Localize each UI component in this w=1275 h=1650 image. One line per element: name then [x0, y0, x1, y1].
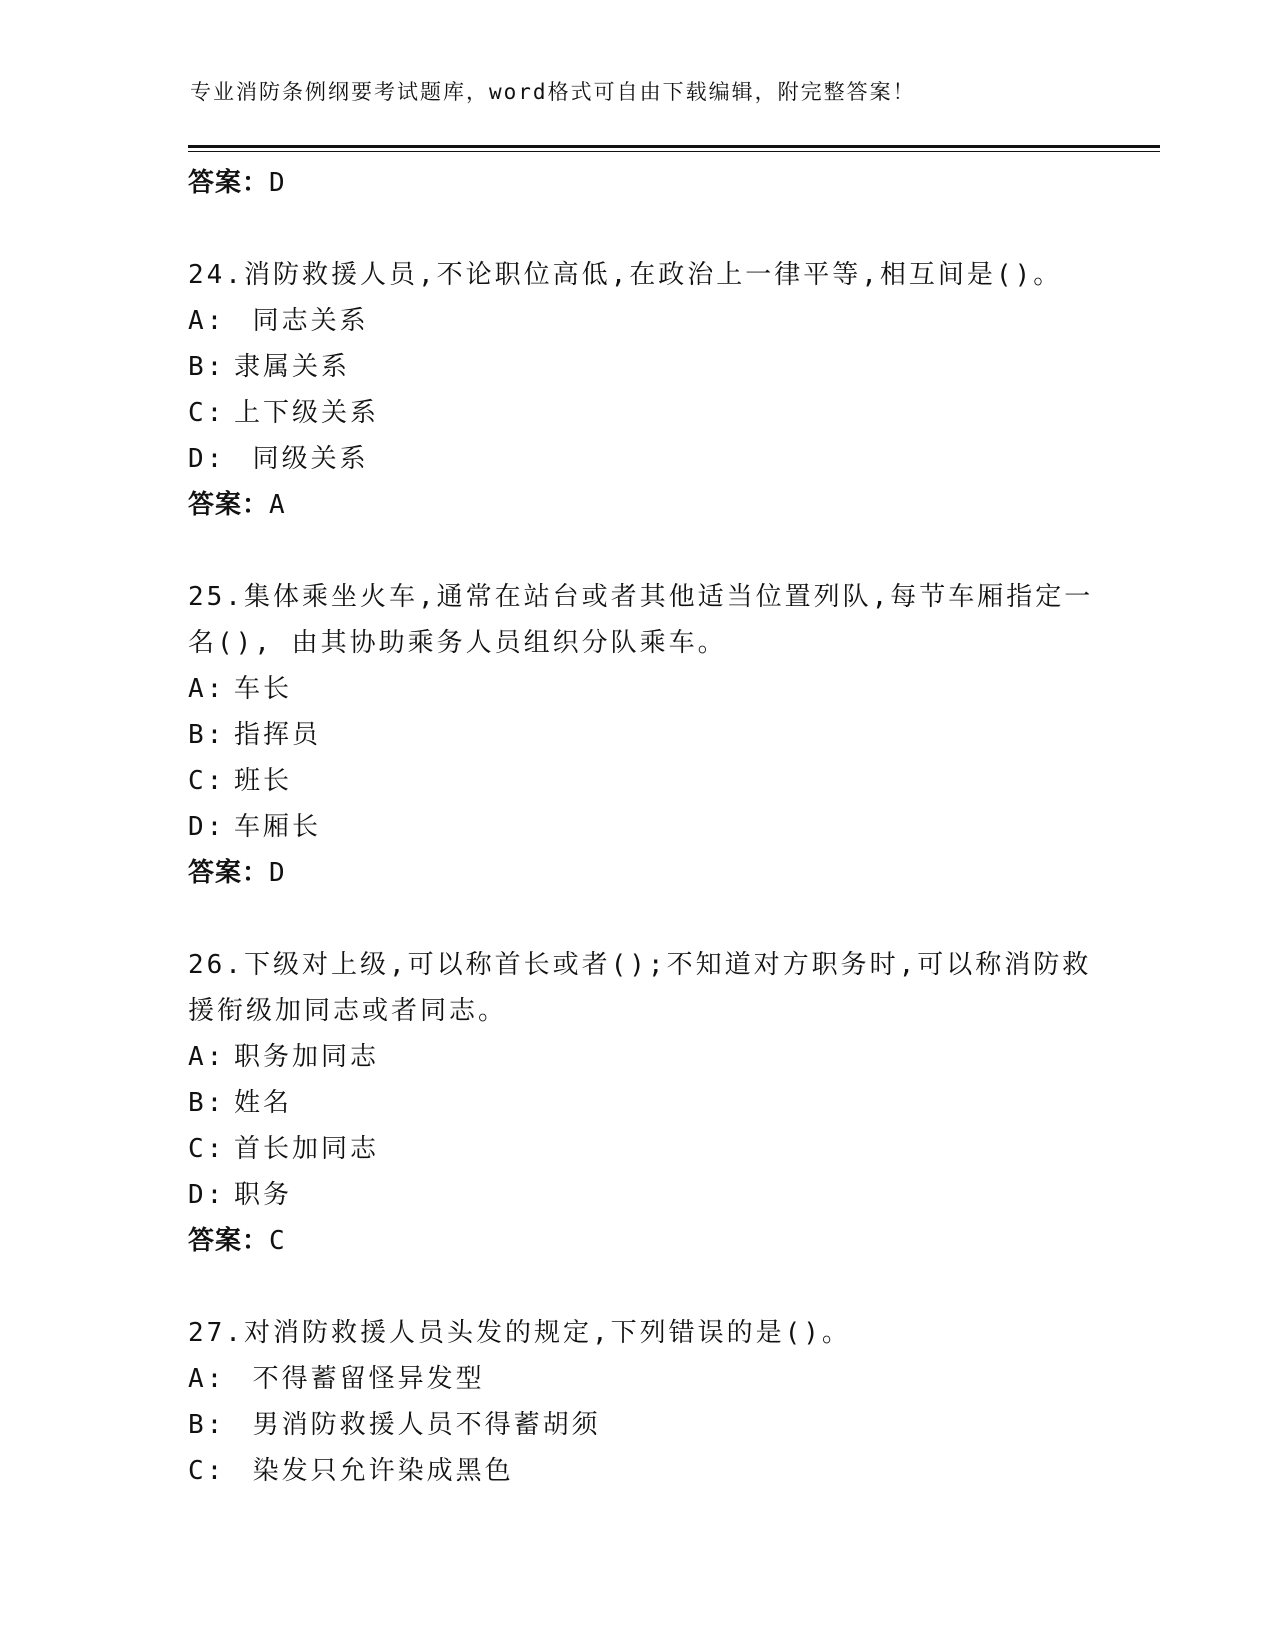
answer-value: C — [269, 1226, 286, 1256]
option-letter: D: — [188, 812, 226, 842]
header-rule-thin — [188, 151, 1160, 152]
option-letter: B: — [188, 1410, 226, 1440]
option-text: 上下级关系 — [234, 398, 380, 428]
spacer — [188, 528, 1088, 574]
option-b — [188, 1402, 1088, 1448]
option-text: 不得蓄留怪异发型 — [234, 1364, 485, 1394]
option-letter: A: — [188, 1042, 226, 1072]
option-d — [188, 804, 1088, 850]
option-d — [188, 1172, 1088, 1218]
question-block — [188, 574, 1094, 896]
option-letter: B: — [188, 720, 226, 750]
option-text: 首长加同志 — [234, 1134, 380, 1164]
answer-label: 答案： — [188, 858, 270, 888]
answer-line — [188, 850, 1088, 896]
option-letter: D: — [188, 1180, 226, 1210]
page-header-text: 专业消防条例纲要考试题库，word格式可自由下载编辑，附完整答案！ — [190, 80, 916, 104]
option-text: 姓名 — [234, 1088, 293, 1118]
option-letter: C: — [188, 1456, 226, 1486]
option-text: 同级关系 — [234, 444, 369, 474]
answer-line — [188, 160, 1088, 206]
question-block — [188, 942, 1092, 1264]
option-letter: A: — [188, 1364, 226, 1394]
option-text: 指挥员 — [234, 720, 322, 750]
option-text: 同志关系 — [234, 306, 369, 336]
option-letter: B: — [188, 352, 226, 382]
question-stem-continued: 名(), 由其协助乘务人员组织分队乘车。 — [188, 628, 727, 658]
option-c — [188, 758, 1088, 804]
option-text: 车长 — [234, 674, 293, 704]
question-stem: 26.下级对上级,可以称首长或者();不知道对方职务时,可以称消防救 — [188, 950, 1092, 980]
option-b — [188, 712, 1088, 758]
option-text: 职务 — [234, 1180, 293, 1210]
option-a — [188, 1034, 1088, 1080]
option-letter: C: — [188, 1134, 226, 1164]
answer-label: 答案： — [188, 168, 270, 198]
question-block — [188, 1310, 1088, 1494]
answer-value: A — [269, 490, 286, 520]
option-letter: A: — [188, 306, 226, 336]
option-a — [188, 298, 1088, 344]
option-b — [188, 1080, 1088, 1126]
option-text: 男消防救援人员不得蓄胡须 — [234, 1410, 601, 1440]
answer-value: D — [269, 168, 286, 198]
option-a — [188, 666, 1088, 712]
option-letter: D: — [188, 444, 226, 474]
option-text: 隶属关系 — [234, 352, 351, 382]
answer-value: D — [269, 858, 286, 888]
answer-label: 答案： — [188, 490, 270, 520]
option-letter: B: — [188, 1088, 226, 1118]
answer-line — [188, 1218, 1088, 1264]
option-text: 染发只允许染成黑色 — [234, 1456, 514, 1486]
option-text: 职务加同志 — [234, 1042, 380, 1072]
option-letter: A: — [188, 674, 226, 704]
question-stem: 27.对消防救援人员头发的规定,下列错误的是()。 — [188, 1318, 851, 1348]
option-c — [188, 1448, 1088, 1494]
spacer — [188, 1264, 1088, 1310]
document-body — [188, 160, 1094, 1494]
answer-label: 答案： — [188, 1226, 270, 1256]
question-stem: 24.消防救援人员,不论职位高低,在政治上一律平等,相互间是()。 — [188, 260, 1063, 290]
option-b — [188, 344, 1088, 390]
option-text: 班长 — [234, 766, 293, 796]
answer-line — [188, 482, 1088, 528]
option-letter: C: — [188, 766, 226, 796]
option-c — [188, 390, 1088, 436]
option-text: 车厢长 — [234, 812, 322, 842]
option-d — [188, 436, 1088, 482]
option-c — [188, 1126, 1088, 1172]
option-a — [188, 1356, 1088, 1402]
header-rule-thick — [188, 145, 1160, 148]
question-stem-continued: 援衔级加同志或者同志。 — [188, 996, 508, 1026]
spacer — [188, 896, 1088, 942]
spacer — [188, 206, 1088, 252]
option-letter: C: — [188, 398, 226, 428]
question-stem: 25.集体乘坐火车,通常在站台或者其他适当位置列队,每节车厢指定一 — [188, 582, 1094, 612]
question-block — [188, 252, 1088, 528]
